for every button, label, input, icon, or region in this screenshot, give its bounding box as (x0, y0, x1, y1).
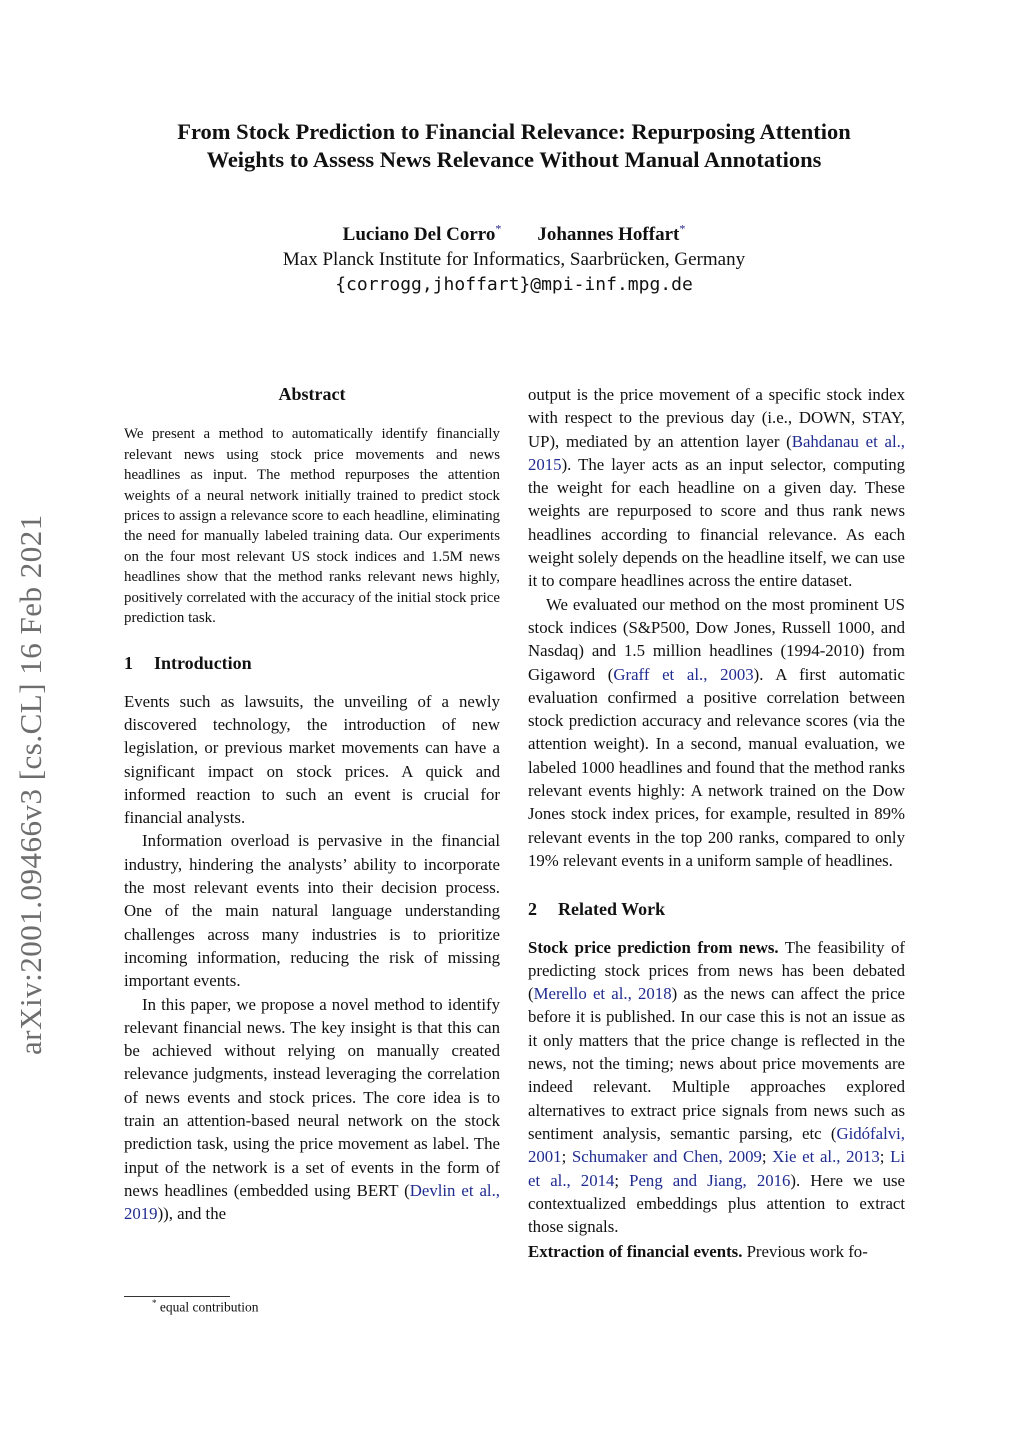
author-names (100, 222, 928, 247)
paragraph-heading: Stock price prediction from news. (528, 937, 779, 957)
arxiv-identifier: arXiv:2001.09466v3 [cs.CL] 16 Feb 2021 (13, 514, 48, 1055)
abstract-text: We present a method to automatically identify financially relevant news using stock price movements and news headlines as input. The method repurposes the attention weights of a neural network initially trained to predict stock prices to assign a relevance score to each headline, eliminating the need for manually labeled training data. Our experiments on the four most relevant US stock indices and 1.5M news headlines show that the method ranks relevant news highly, positively correlated with the accuracy of the initial stock price prediction task. (124, 426, 500, 626)
intro-paragraph-2: Information overload is pervasive in the financial industry, hindering the analysts’ ability to incorporate the most relevant events into their decision process. One of the main natural language understanding challenges across many industries is to prioritize incoming information, reducing the risk of missing important events. (124, 831, 500, 991)
left-column (124, 383, 500, 1225)
author-star-2: * (679, 221, 686, 236)
title-line-2: Weights to Assess News Relevance Without Manual Annotations (206, 147, 822, 172)
citation-link[interactable]: Gidófalvi, 2001 (528, 1123, 905, 1167)
citation-link[interactable]: Peng and Jiang, 2016 (629, 1170, 791, 1190)
section-number: 2 (528, 899, 537, 920)
intro-paragraph-3: In this paper, we propose a novel method to identify relevant financial news. The key insight is that this can be achieved without relying on manually created relevance judgments, instead leveraging the correlation of news events and stock prices. The core idea is to train an attention-based neural network on the stock prediction task, using the price movement as label. The input of the network is a set of events in the form of news headlines (embedded using BERT (Devlin et al., 2019)), and the (124, 994, 500, 1224)
section-related-work-heading: 2 Related Work (528, 898, 905, 921)
citation-link[interactable]: Graff et al., 2003 (613, 664, 754, 684)
intro-paragraph-1: Events such as lawsuits, the unveiling of a newly discovered technology, the introduction of new legislation, or previous market movements can have a significant impact on stock prices. A quick and informed reaction to such an event is crucial for financial analysts. (124, 691, 500, 828)
footnote: * equal contribution (152, 1298, 259, 1315)
citation-link[interactable]: Devlin et al., 2019 (124, 1180, 500, 1224)
author-hoffart: Johannes Hoffart (537, 224, 680, 245)
intro-paragraph-3-continued: output is the price movement of a specific stock index with respect to the previous day (i.e., DOWN, STAY, UP), mediated by an attention layer (Bahdanau et al., 2015). The layer acts as an input selector, computing the weight for each headline on a given day. These weights are repurposed to score and thus rank news headlines according to financial relevance. As each weight solely depends on the headline itself, we can use it to compare headlines across the entire dataset. (528, 385, 905, 591)
paragraph-heading: Extraction of financial events. (528, 1242, 743, 1262)
citation-link[interactable]: Bahdanau et al., 2015 (528, 431, 905, 474)
footnote-rule (124, 1296, 230, 1297)
author-email: {corrogg,jhoffart}@mpi-inf.mpg.de (335, 274, 693, 295)
section-number: 1 (124, 653, 133, 674)
author-star-1: * (495, 221, 502, 236)
citation-link[interactable]: Merello et al., 2018 (533, 984, 672, 1004)
author-del-corro: Luciano Del Corro (342, 224, 496, 245)
citation-link[interactable]: Xie et al., 2013 (772, 1147, 880, 1167)
paper-title (100, 118, 928, 174)
abstract-heading: Abstract (278, 384, 346, 404)
citation-link[interactable]: Li et al., 2014 (528, 1147, 906, 1190)
author-block (100, 222, 928, 297)
related-paragraph-1: Stock price prediction from news. The feasibility of predicting stock prices from news has been debated (Merello et al., 2018) as the news can affect the price before it is published. In our case this is not an issue as it only matters that the price change is reflected in the news, not the timing; news about price movements are indeed relevant. Multiple approaches explored alternatives to extract price signals from news such as sentiment analysis, semantic parsing, etc (Gidófalvi, 2001; Schumaker and Chen, 2009; Xie et al., 2013; Li et al., 2014; Peng and Jiang, 2016). Here we use contextualized embeddings plus attention to extract those signals. (528, 937, 906, 1237)
right-column (528, 383, 905, 1264)
affiliation: Max Planck Institute for Informatics, Saarbrücken, Germany (282, 249, 746, 270)
title-line-1: From Stock Prediction to Financial Relevance: Repurposing Attention (177, 119, 851, 144)
citation-link[interactable]: Schumaker and Chen, 2009 (571, 1147, 762, 1167)
intro-paragraph-4: We evaluated our method on the most prominent US stock indices (S&P500, Dow Jones, Russell 1000, and Nasdaq) and 1.5 million headlines (1994-2010) from Gigaword (Graff et al., 2003). A first automatic evaluation confirmed a positive correlation between stock prediction accuracy and relevance scores (via the attention weight). In a second, manual evaluation, we labeled 1000 headlines and found that the method ranks relevant events highly: A network trained on the Dow Jones stock index prices, for example, resulted in 89% relevant events in the top 200 ranks, compared to only 19% relevant events in a uniform sample of headlines. (528, 594, 905, 870)
related-paragraph-2: Extraction of financial events. Previous work fo- (528, 1242, 868, 1262)
section-introduction-heading: 1 Introduction (124, 652, 500, 675)
